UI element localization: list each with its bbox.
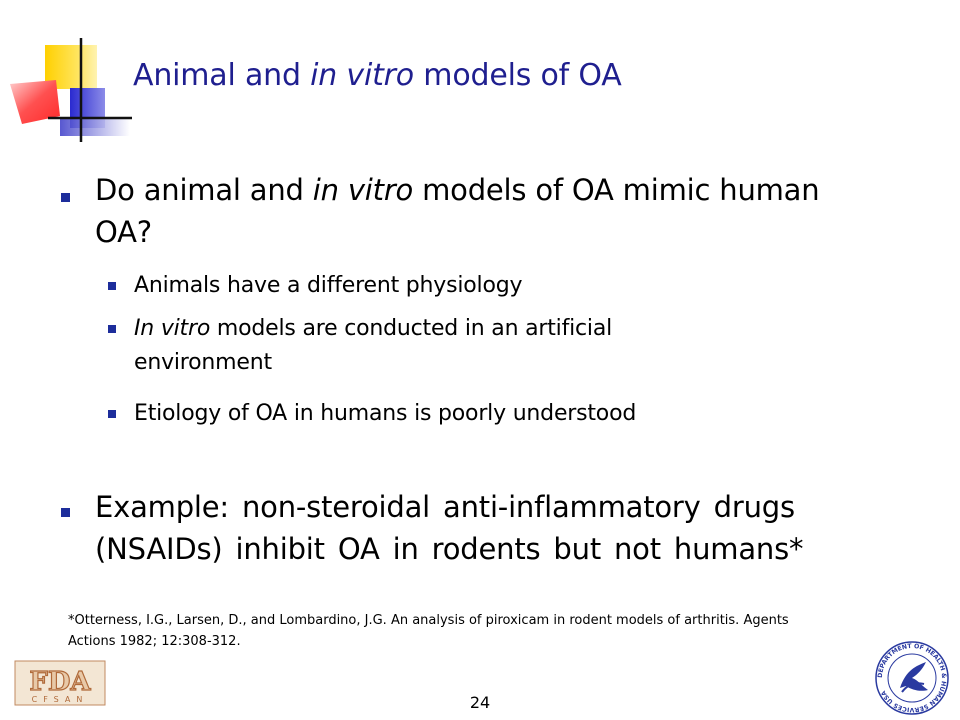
page-number: 24 [469,693,491,712]
bullet-text-nsaid-example: Example: non-steroidal anti-inflammatory drugs (NSAIDs) inhibit OA in rodents but not humans* [95,490,804,566]
svg-text:FDA: FDA [29,667,91,697]
hhs-seal [872,640,952,716]
sub-bullet-marker [108,410,116,418]
corner-decoration [0,0,140,150]
bullet-marker [61,193,70,202]
citation-footnote: *Otterness, I.G., Larsen, D., and Lombardino, J.G. An analysis of piroxicam in rodent models of arthritis. Agents Actions 1982; 12:308-312. [68,613,789,649]
sub-bullet-etiology: Etiology of OA in humans is poorly understood [134,401,637,426]
sub-bullet-marker [108,282,116,290]
bullet-marker [61,508,70,517]
svg-text:CFSAN: CFSAN [31,695,89,704]
sub-bullet-artificial-environment: In vitro models are conducted in an artificial environment [134,316,613,375]
bullet-text-mimic-question: Do animal and in vitro models of OA mimic human OA? [95,173,820,249]
svg-text:DEPARTMENT OF HEALTH & HUMAN S: DEPARTMENT OF HEALTH & HUMAN SERVICES USA [876,642,948,714]
decor-blue-bar [60,118,130,136]
sub-bullet-marker [108,325,116,333]
sub-bullet-physiology: Animals have a different physiology [134,273,523,298]
slide-title: Animal and in vitro models of OA [133,58,622,93]
